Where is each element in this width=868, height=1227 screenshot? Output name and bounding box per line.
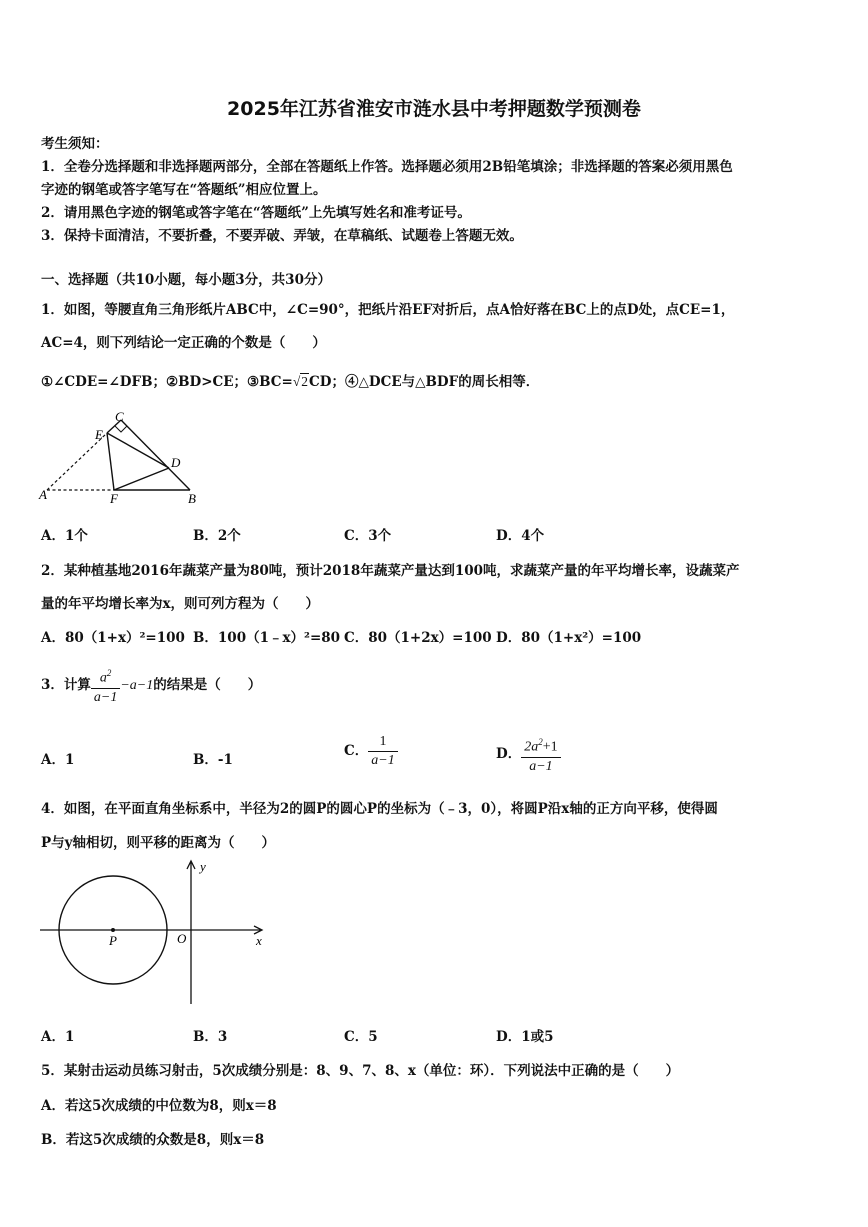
q4-stem-line1: 4．如图，在平面直角坐标系中，半径为2的圆P的圆心P的坐标为（﹣3，0），将圆P沿x轴的正方向平移，使得圆 [41,801,718,817]
q3-tail-expression: −a−1 [120,677,154,693]
q1-option-a[interactable]: A．1个 [41,528,88,544]
q1-option-d[interactable]: D．4个 [496,528,545,544]
q3-option-c-fraction: $\frac{1}{a-1}$ [368,733,397,770]
q1-statement-part1: ①∠CDE=∠DFB；②BD>CE；③BC= [41,374,293,390]
center-label-p: P [109,933,117,948]
q4-coordinate-figure [38,856,273,1006]
sqrt-radicand: 2 [301,374,309,389]
q1-stem-line2: AC=4，则下列结论一定正确的个数是（ ） [41,335,326,351]
q3-option-c-label: C． [344,743,369,759]
q5-stem: 5．某射击运动员练习射击，5次成绩分别是：8、9、7、8、x（单位：环）．下列说法中正确的是（ ） [41,1063,680,1079]
q3-option-d-label: D． [496,745,522,762]
q3-option-d[interactable] [496,733,561,776]
axis-label-x: x [256,933,262,948]
q2-stem-line2: 量的年平均增长率为x，则可列方程为（ ） [41,596,320,612]
q3-option-c[interactable] [344,733,398,770]
q3-prefix: 3．计算 [41,676,91,693]
notice-item-3: 3．保持卡面清洁，不要折叠，不要弄破、弄皱，在草稿纸、试题卷上答题无效。 [41,228,523,244]
q5-option-b[interactable]: B．若这5次成绩的众数是8，则x＝8 [41,1132,265,1148]
q1-statements [41,370,539,390]
q5-option-a[interactable]: A．若这5次成绩的中位数为8，则x＝8 [41,1098,277,1114]
q2-stem-line1: 2．某种植基地2016年蔬菜产量为80吨，预计2018年蔬菜产量达到100吨，求蔬菜产量的年平均增长率，设蔬菜产 [41,563,740,579]
label-f: F [110,491,118,505]
q3-option-b[interactable]: B．-1 [193,752,233,768]
q4-stem-line2: P与y轴相切，则平移的距离为（ ） [41,835,275,851]
page-title: 2025年江苏省淮安市涟水县中考押题数学预测卷 [227,98,641,120]
q1-option-c[interactable]: C．3个 [344,528,392,544]
sqrt-symbol: √2 [292,374,309,389]
q3-suffix: 的结果是（ ） [153,676,262,693]
q1-triangle-figure [36,405,206,505]
notice-item-1-cont: 字迹的钢笔或答字笔写在“答题纸”相应位置上。 [41,182,327,198]
q4-option-a[interactable]: A．1 [41,1029,75,1045]
q1-stem-line1: 1．如图，等腰直角三角形纸片ABC中，∠C=90°，把纸片沿EF对折后，点A恰好落在BC上的点D处，点CE=1， [41,302,735,318]
q4-option-c[interactable]: C．5 [344,1029,378,1045]
q4-option-b[interactable]: B．3 [193,1029,228,1045]
q3-frac-num: $a^2$ [91,664,120,689]
q3-fraction [91,664,120,707]
q1-option-b[interactable]: B．2个 [193,528,241,544]
q2-option-d[interactable]: D．80（1+x²）=100 [496,630,642,646]
label-a: A [39,487,47,502]
axis-label-y: y [200,859,206,874]
q2-option-b[interactable]: B．100（1﹣x）²=80 [193,630,341,646]
q4-option-d[interactable]: D．1或5 [496,1029,554,1045]
label-c: C [115,409,124,424]
section-heading: 一、选择题（共10小题，每小题3分，共30分） [41,272,331,288]
q3-stem [41,664,261,707]
label-d: D [171,455,181,470]
q3-option-d-fraction: $\frac{2a^2+1}{a-1}$ [521,733,560,776]
q2-option-a[interactable]: A．80（1+x）²=100 [41,630,185,646]
label-e: E [95,427,103,442]
q3-option-a[interactable]: A．1 [41,752,75,768]
notice-item-1: 1．全卷分选择题和非选择题两部分，全部在答题纸上作答。选择题必须用2B铅笔填涂；非选择题的答案必须用黑色 [41,159,733,175]
origin-label: O [177,931,187,946]
notice-item-2: 2．请用黑色字迹的钢笔或答字笔在“答题纸”上先填写姓名和准考证号。 [41,205,471,221]
q2-option-c[interactable]: C．80（1+2x）=100 [344,630,492,646]
q1-statement-part2: CD；④△DCE与△BDF的周长相等． [309,374,540,390]
label-b: B [188,491,196,505]
notice-heading: 考生须知： [41,136,109,152]
q3-frac-den: a−1 [93,689,118,705]
